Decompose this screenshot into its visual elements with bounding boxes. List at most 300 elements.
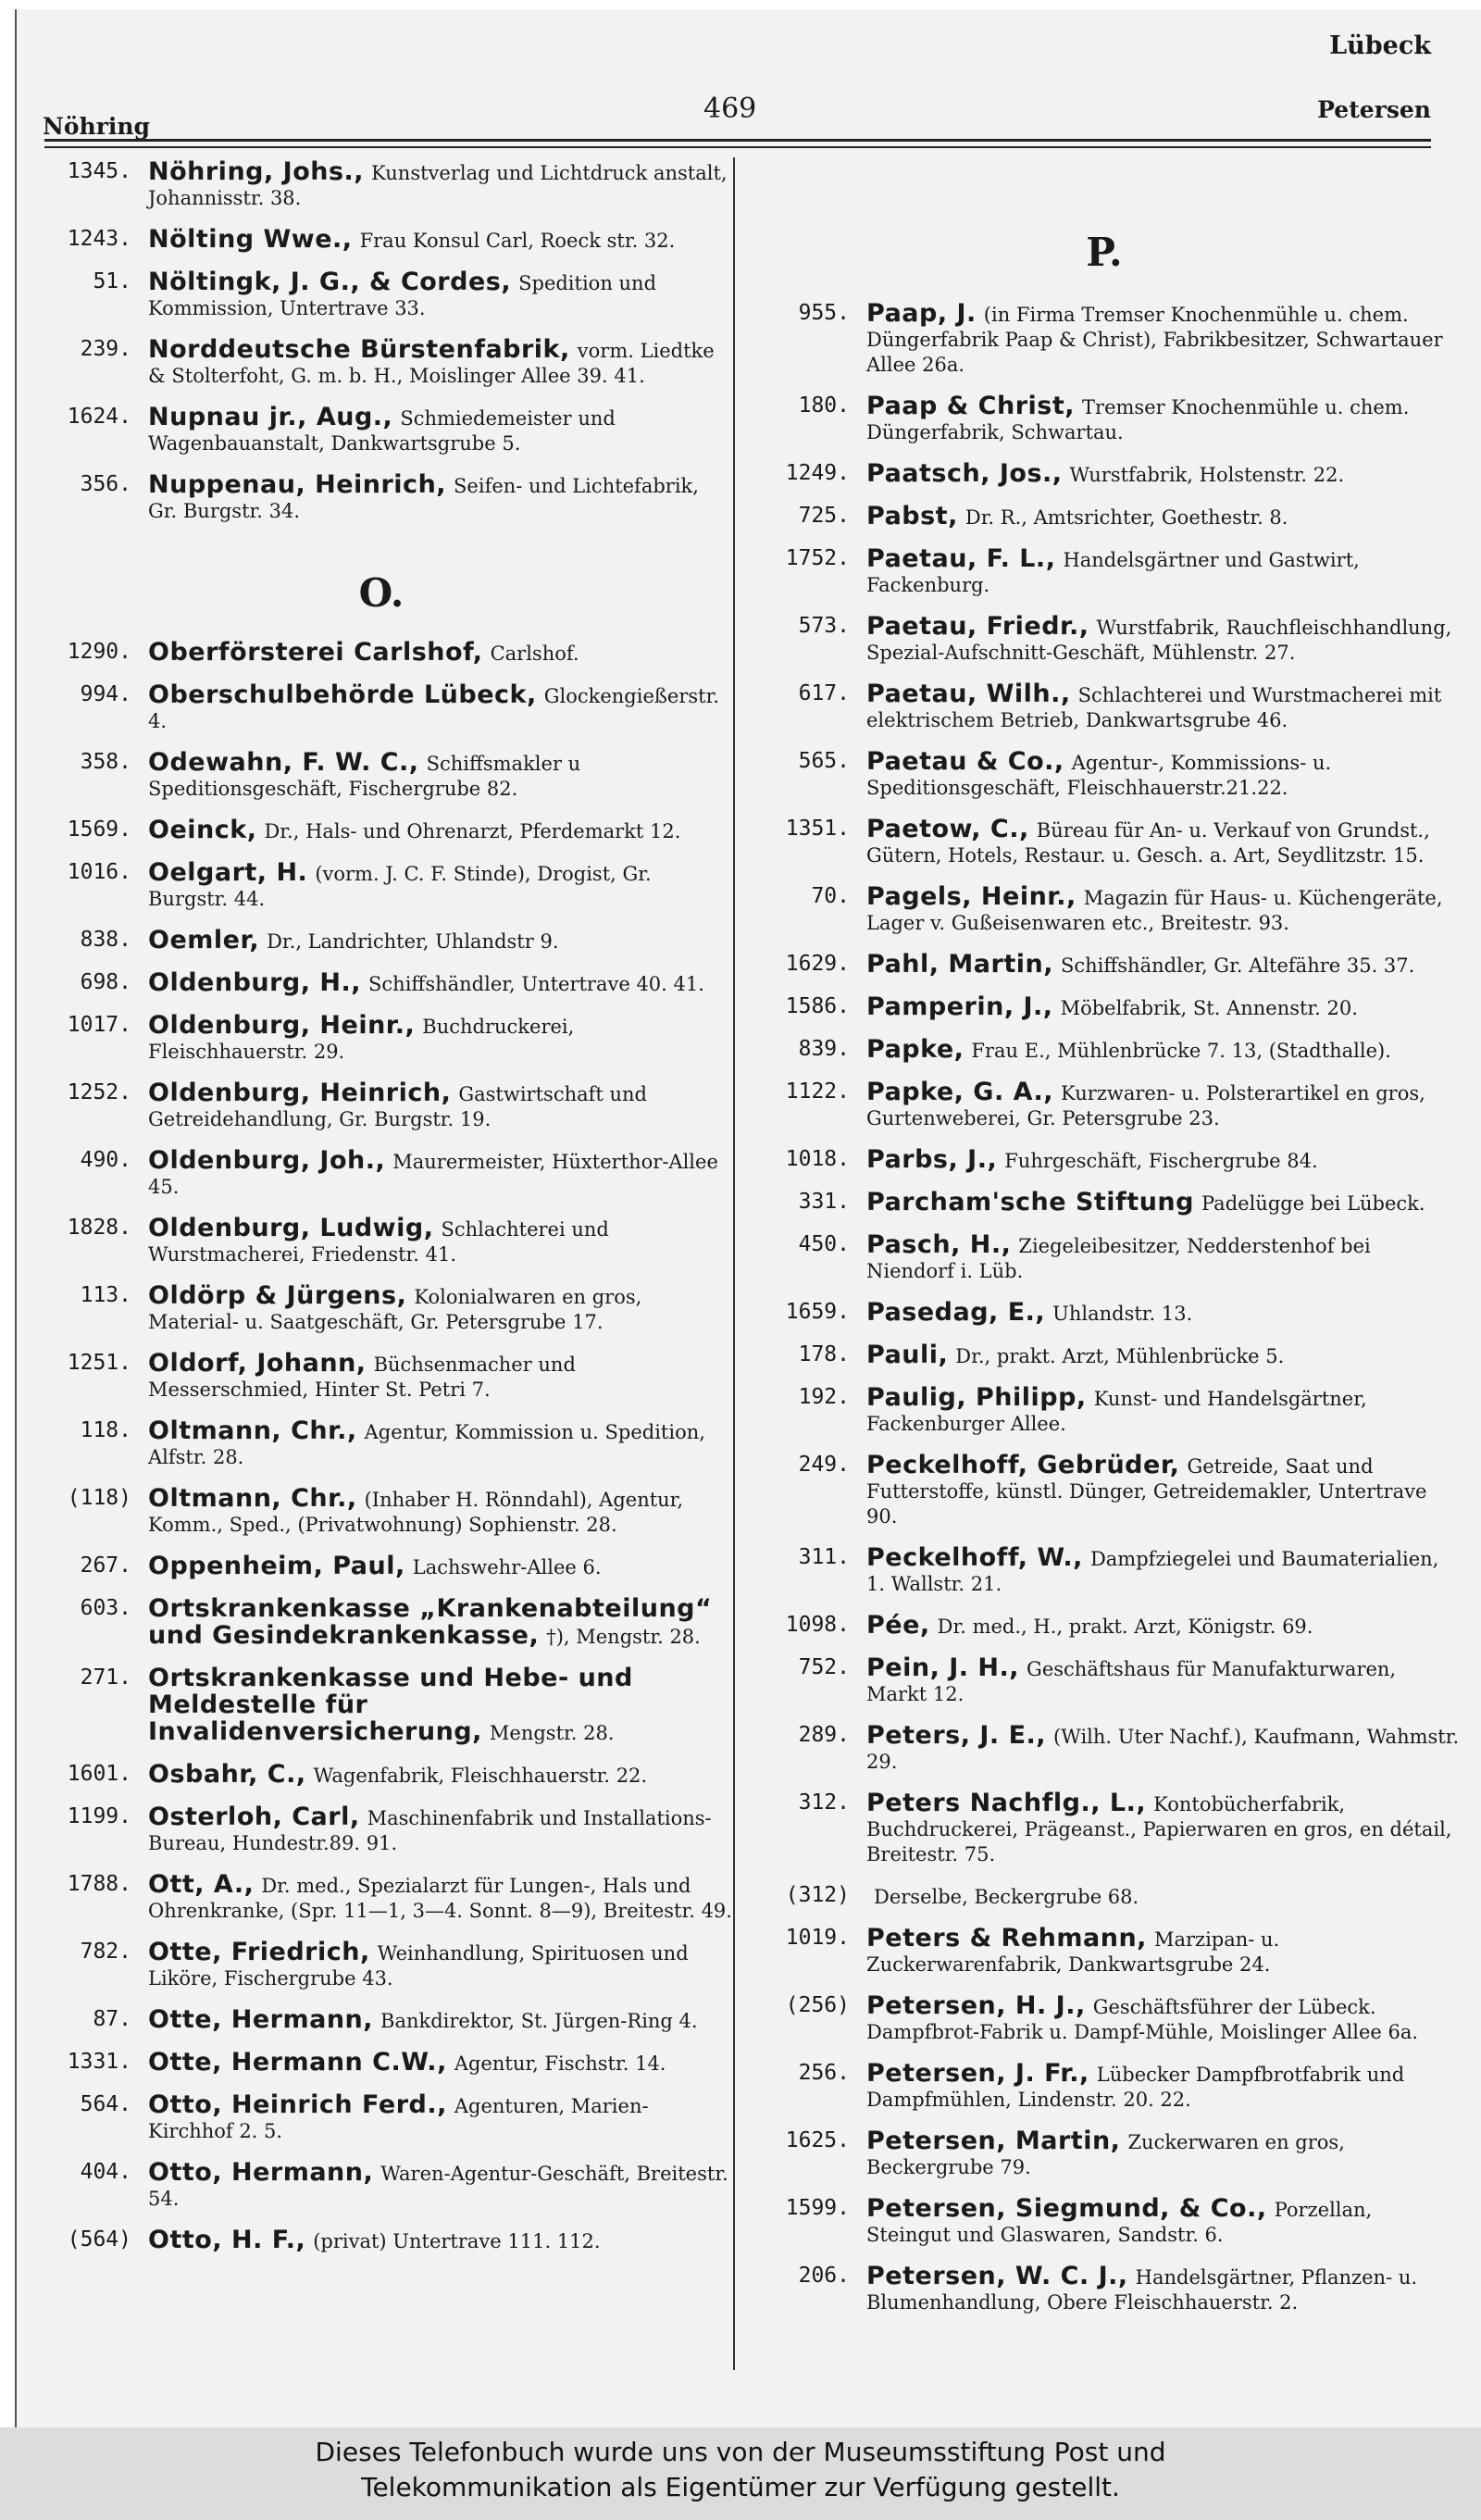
entry-body [148, 1351, 733, 1403]
entry-name: Peckelhoff, Gebrüder, [866, 1451, 1180, 1479]
entry-details: Carlshof. [490, 642, 579, 665]
directory-entry [30, 860, 733, 912]
entry-phone-number: 725. [798, 504, 850, 528]
entry-name: Peters Nachflg., L., [866, 1789, 1147, 1817]
entry-phone-number: 1629. [785, 952, 850, 976]
entry-details: Geschäftshaus für Manufakturwaren, Markt 12. [866, 1658, 1397, 1705]
entry-name: Oldörp & Jürgens, [148, 1281, 407, 1310]
entry-phone-number: 490. [80, 1148, 131, 1172]
directory-entry [748, 2128, 1461, 2180]
entry-name: Paetau, Wilh., [866, 680, 1071, 708]
entry-phone-number: 1098. [785, 1613, 850, 1637]
entry-body [866, 1037, 1461, 1064]
entry-phone-number: 192. [798, 1385, 850, 1409]
entry-details: Buchdruckerei, Fleischhauerstr. 29. [148, 1016, 575, 1063]
directory-entry [30, 1283, 733, 1335]
entry-body [148, 2007, 733, 2034]
entry-details: Schlachterei und Wurstmacherei mit elektrischem Betrieb, Dankwartsgrube 46. [866, 684, 1442, 731]
directory-entry [748, 749, 1461, 801]
entry-body [866, 1883, 1461, 1910]
directory-entry [30, 817, 733, 844]
entry-body [148, 337, 733, 389]
entry-details: Dr., Hals- und Ohrenarzt, Pferdemarkt 12. [264, 820, 681, 842]
entry-details: †), Mengstr. 28. [546, 1626, 701, 1648]
directory-entry [748, 884, 1461, 936]
entry-body [866, 1926, 1461, 1977]
entry-name: Odewahn, F. W. C., [148, 748, 419, 777]
entry-phone-number: 1243. [67, 227, 131, 251]
entry-details: Fuhrgeschäft, Fischergrube 84. [1004, 1150, 1318, 1172]
entry-details: Maurermeister, Hüxterthor-Allee 45. [148, 1151, 718, 1198]
entry-phone-number: (118) [67, 1486, 131, 1510]
entry-body [866, 749, 1461, 801]
entry-phone-number: 206. [798, 2264, 850, 2288]
directory-entry [30, 970, 733, 997]
directory-entry [30, 750, 733, 802]
entry-details: Frau E., Mühlenbrücke 7. 13, (Stadthalle). [971, 1040, 1391, 1062]
footer-line-1: Dieses Telefonbuch wurde uns von der Museumsstiftung Post und [315, 2437, 1166, 2467]
entry-details: Kolonialwaren en gros, Material- u. Saatgeschäft, Gr. Petersgrube 17. [148, 1286, 642, 1333]
entry-name: Pauli, [866, 1341, 949, 1369]
directory-entry [748, 1037, 1461, 1064]
entry-body [148, 1080, 733, 1132]
entry-name: Parbs, J., [866, 1145, 998, 1174]
entry-phone-number: 404. [80, 2160, 131, 2184]
entry-body [148, 472, 733, 524]
entry-body [148, 227, 733, 254]
directory-entry [748, 952, 1461, 979]
entry-name: Peters, J. E., [866, 1721, 1047, 1750]
entry-name: Petersen, Martin, [866, 2127, 1121, 2155]
entry-body [148, 159, 733, 211]
entry-phone-number: 1625. [785, 2128, 850, 2152]
column-divider [733, 157, 735, 2370]
entry-phone-number: 1624. [67, 405, 131, 429]
entry-name: Oldenburg, Joh., [148, 1146, 386, 1175]
entry-details: Kurzwaren- u. Polsterartikel en gros, Gurtenweberei, Gr. Petersgrube 23. [866, 1082, 1425, 1129]
entry-details: Handelsgärtner, Pflanzen- u. Blumenhandlung, Obere Fleischhauerstr. 2. [866, 2266, 1418, 2314]
entry-phone-number: 955. [798, 301, 850, 325]
entry-details: Wagenfabrik, Fleischhauerstr. 22. [313, 1765, 648, 1787]
entry-phone-number: 289. [798, 1723, 850, 1747]
entry-body [148, 1596, 733, 1650]
entry-details: Agentur, Fischstr. 14. [454, 2052, 666, 2075]
entry-details: Dr., Landrichter, Uhlandstr 9. [267, 930, 559, 953]
entry-name: Paatsch, Jos., [866, 459, 1063, 488]
entry-name: Pamperin, J., [866, 992, 1053, 1021]
directory-entry [748, 2061, 1461, 2113]
directory-entry [30, 1940, 733, 1991]
entry-name: Ott, A., [148, 1870, 255, 1899]
entry-name: Otte, Hermann, [148, 2005, 374, 2034]
entry-name: Petersen, W. C. J., [866, 2262, 1128, 2290]
entry-body [148, 2050, 733, 2077]
entry-body [866, 504, 1461, 530]
entry-details: Marzipan- u. Zuckerwarenfabrik, Dankwartsgrube 24. [866, 1928, 1280, 1976]
directory-entry [748, 1723, 1461, 1775]
entry-body [866, 1300, 1461, 1327]
entry-body [866, 994, 1461, 1021]
entry-name: Pasedag, E., [866, 1298, 1046, 1327]
directory-entry [30, 1486, 733, 1538]
entry-details: Agentur-, Kommissions- u. Speditionsgeschäft, Fleischhauerstr.21.22. [866, 752, 1332, 799]
entry-phone-number: 1659. [785, 1300, 850, 1324]
entries-p [748, 301, 1461, 2315]
entry-body [866, 1993, 1461, 2045]
entry-name: Pée, [866, 1611, 930, 1640]
directory-entry [748, 461, 1461, 488]
entry-details: Wurstfabrik, Holstenstr. 22. [1069, 464, 1345, 486]
entry-name: Oppenheim, Paul, [148, 1552, 405, 1580]
entry-details: vorm. Liedtke & Stolterfoht, G. m. b. H., Moislinger Allee 39. 41. [148, 340, 715, 387]
directory-entry [748, 1655, 1461, 1707]
entry-body [866, 681, 1461, 733]
entry-phone-number: 267. [80, 1553, 131, 1578]
entry-name: Osterloh, Carl, [148, 1803, 360, 1831]
entry-body [148, 682, 733, 734]
entry-name: Peters & Rehmann, [866, 1924, 1147, 1952]
directory-entry [748, 1232, 1461, 1284]
entry-body [866, 461, 1461, 488]
entry-body [866, 952, 1461, 979]
entry-phone-number: 1018. [785, 1147, 850, 1171]
entry-body [866, 1385, 1461, 1437]
entry-details: Lübecker Dampfbrotfabrik und Dampfmühlen, Lindenstr. 20. 22. [866, 2064, 1405, 2111]
section-heading-o: O. [358, 570, 404, 616]
directory-entry [30, 1351, 733, 1403]
entry-phone-number: 1828. [67, 1216, 131, 1240]
entry-name: Nöhring, Johs., [148, 157, 365, 186]
entry-phone-number: 573. [798, 614, 850, 638]
section-heading-p: P. [1086, 230, 1123, 275]
entry-name: Petersen, J. Fr., [866, 2059, 1089, 2088]
entry-details: Maschinenfabrik und Installations-Bureau, Hundestr.89. 91. [148, 1807, 712, 1854]
entry-phone-number: 1019. [785, 1926, 850, 1950]
directory-entry [748, 1883, 1461, 1910]
entry-name: Pasch, H., [866, 1230, 1012, 1259]
entry-details: Zuckerwaren en gros, Beckergrube 79. [866, 2131, 1345, 2178]
entry-body [148, 970, 733, 997]
directory-entry [748, 2196, 1461, 2248]
entry-body [866, 1723, 1461, 1775]
entry-phone-number: 1122. [785, 1079, 850, 1104]
entry-body [148, 1804, 733, 1856]
entry-phone-number: 178. [798, 1342, 850, 1366]
entry-details: Seifen- und Lichtefabrik, Gr. Burgstr. 34. [148, 475, 699, 522]
entry-phone-number: 1752. [785, 546, 850, 570]
entry-name: Papke, G. A., [866, 1078, 1054, 1106]
entry-name: Osbahr, C., [148, 1760, 306, 1789]
entry-details: Lachswehr-Allee 6. [412, 1556, 602, 1578]
entry-name: Paap, J. [866, 299, 977, 328]
entry-body [148, 817, 733, 844]
entry-details: (Inhaber H. Rönndahl), Agentur, Komm., Sped., (Privatwohnung) Sophienstr. 28. [148, 1489, 684, 1536]
entry-body [148, 750, 733, 802]
entry-name: Pein, J. H., [866, 1653, 1020, 1682]
directory-entry [30, 472, 733, 524]
directory-entry [748, 1545, 1461, 1597]
entry-phone-number: 839. [798, 1037, 850, 1061]
entry-details: Spedition und Kommission, Untertrave 33. [148, 272, 657, 319]
entry-details: Dr., prakt. Arzt, Mühlenbrücke 5. [955, 1345, 1285, 1367]
directory-entry [30, 227, 733, 254]
entry-name: Peckelhoff, W., [866, 1543, 1083, 1572]
page-number: 469 [703, 93, 757, 125]
directory-entry [748, 1300, 1461, 1327]
entry-body [866, 1147, 1461, 1174]
entry-body [148, 2227, 733, 2254]
entry-details: Kunst- und Handelsgärtner, Fackenburger Allee. [866, 1388, 1367, 1435]
entry-body [148, 1148, 733, 1200]
entry-details: Dr. R., Amtsrichter, Goethestr. 8. [965, 506, 1288, 529]
entry-name: Paetau & Co., [866, 747, 1064, 776]
directory-entry [30, 269, 733, 321]
directory-entry [30, 2007, 733, 2034]
entry-body [148, 1013, 733, 1065]
entry-name: Oltmann, Chr., [148, 1484, 357, 1513]
entry-phone-number: 311. [798, 1545, 850, 1569]
directory-entry [748, 1453, 1461, 1529]
entry-details: (Wilh. Uter Nachf.), Kaufmann, Wahmstr. 29. [866, 1726, 1460, 1773]
entry-details: Waren-Agentur-Geschäft, Breitestr. 54. [148, 2163, 728, 2210]
left-column [30, 159, 733, 2270]
directory-entry [748, 2264, 1461, 2315]
entry-body [148, 1940, 733, 1991]
entry-name: Pahl, Martin, [866, 950, 1053, 979]
entry-details: Dr. med., Spezialarzt für Lungen-, Hals und Ohrenkranke, (Spr. 11—1, 3—4. Sonnt. 8—9), Breitestr. 49. [148, 1875, 732, 1922]
entries-before-o [30, 159, 733, 524]
entry-body [148, 269, 733, 321]
entry-details: Padelügge bei Lübeck. [1201, 1192, 1425, 1215]
entry-body [148, 1418, 733, 1470]
directory-entry [30, 2050, 733, 2077]
entry-body [148, 1872, 733, 1924]
directory-entry [30, 1013, 733, 1065]
directory-entry [748, 817, 1461, 868]
entry-name: Paetau, Friedr., [866, 612, 1089, 641]
entry-details: Agentur, Kommission u. Spedition, Alfstr. 28. [148, 1421, 705, 1468]
entry-name: Paulig, Philipp, [866, 1383, 1087, 1412]
entry-body [148, 1553, 733, 1580]
entry-phone-number: 1345. [67, 159, 131, 183]
entry-details: Geschäftsführer der Lübeck. Dampfbrot-Fabrik u. Dampf-Mühle, Moislinger Allee 6a. [866, 1996, 1419, 2043]
entry-name: Oltmann, Chr., [148, 1416, 357, 1445]
entry-body [866, 1453, 1461, 1529]
entry-name: Oldenburg, Heinrich, [148, 1079, 452, 1107]
directory-entry [30, 1418, 733, 1470]
entry-name: Nuppenau, Heinrich, [148, 470, 447, 499]
footer-notice [0, 2427, 1481, 2520]
entry-details: Handelsgärtner und Gastwirt, Fackenburg. [866, 549, 1360, 596]
entry-body [866, 1545, 1461, 1597]
entry-phone-number: 1586. [785, 994, 850, 1018]
entry-name: Ortskrankenkasse und Hebe- und Meldestelle für Invalidenversicherung, [148, 1664, 633, 1746]
directory-entry [30, 2227, 733, 2254]
directory-entry [748, 681, 1461, 733]
footer-line-2: Telekommunikation als Eigentümer zur Verfügung gestellt. [361, 2472, 1120, 2502]
entry-name: Oldenburg, H., [148, 968, 362, 997]
directory-entry [30, 1080, 733, 1132]
entry-phone-number: 603. [80, 1596, 131, 1620]
directory-entry [30, 1665, 733, 1746]
entry-phone-number: 331. [798, 1190, 850, 1214]
entry-phone-number: 617. [798, 681, 850, 705]
directory-entry [748, 994, 1461, 1021]
entry-name: Otto, H. F., [148, 2226, 306, 2254]
entry-name: Petersen, Siegmund, & Co., [866, 2194, 1267, 2223]
entry-phone-number: 1017. [67, 1013, 131, 1037]
entry-phone-number: 752. [798, 1655, 850, 1679]
entry-name: Oberförsterei Carlshof, [148, 638, 483, 667]
entry-details: Wurstfabrik, Rauchfleischhandlung, Spezial-Aufschnitt-Geschäft, Mühlenstr. 27. [866, 617, 1452, 664]
entry-name: Papke, [866, 1035, 965, 1064]
entry-name: Pabst, [866, 502, 958, 530]
entry-details: Gastwirtschaft und Getreidehandlung, Gr. Burgstr. 19. [148, 1083, 648, 1130]
entry-name: Oeinck, [148, 816, 257, 844]
entry-phone-number: (312) [785, 1883, 850, 1907]
header-right-word: Petersen [1317, 96, 1431, 123]
entry-body [148, 1762, 733, 1789]
entry-name: Pagels, Heinr., [866, 882, 1077, 911]
entry-body [866, 817, 1461, 868]
entry-details: Schmiedemeister und Wagenbauanstalt, Dankwartsgrube 5. [148, 407, 616, 455]
entry-body [148, 2092, 733, 2144]
entry-body [148, 2160, 733, 2212]
entry-body [866, 1232, 1461, 1284]
directory-entry [30, 2160, 733, 2212]
entry-details: Schiffsmakler u Speditionsgeschäft, Fischergrube 82. [148, 753, 581, 800]
entry-body [866, 546, 1461, 598]
directory-entry [30, 405, 733, 456]
entry-body [866, 2264, 1461, 2315]
entry-details: Kontobücherfabrik, Buchdruckerei, Prägeanst., Papierwaren en gros, en détail, Breitestr. 75. [866, 1793, 1452, 1865]
entry-name: Oldorf, Johann, [148, 1349, 367, 1378]
entry-body [866, 2128, 1461, 2180]
entry-phone-number: 994. [80, 682, 131, 706]
directory-entry [748, 1190, 1461, 1216]
entry-phone-number: 70. [811, 884, 850, 908]
directory-entry [30, 928, 733, 954]
entry-phone-number: 1249. [785, 461, 850, 485]
entry-phone-number: 565. [798, 749, 850, 773]
directory-entry [748, 1147, 1461, 1174]
right-column [748, 159, 1461, 2331]
directory-entry [30, 1148, 733, 1200]
directory-entry [30, 1762, 733, 1789]
directory-entry [748, 393, 1461, 445]
entry-name: Parcham'sche Stiftung [866, 1188, 1194, 1216]
entry-phone-number: 1016. [67, 860, 131, 884]
entry-details: Schiffshändler, Gr. Altefähre 35. 37. [1060, 954, 1415, 977]
entry-phone-number: 51. [93, 269, 131, 293]
entry-body [866, 2196, 1461, 2248]
directory-entry [30, 682, 733, 734]
entry-body [866, 1190, 1461, 1216]
entry-body [148, 1486, 733, 1538]
entry-phone-number: 256. [798, 2061, 850, 2085]
entry-name: Otto, Heinrich Ferd., [148, 2090, 447, 2119]
entry-phone-number: 113. [80, 1283, 131, 1307]
entry-name: Oemler, [148, 926, 260, 954]
directory-entry [30, 1216, 733, 1267]
entry-details: Uhlandstr. 13. [1052, 1303, 1193, 1325]
entry-phone-number: (564) [67, 2227, 131, 2252]
entry-phone-number: 249. [798, 1453, 850, 1477]
entry-name: Otte, Friedrich, [148, 1938, 370, 1966]
entry-details: (in Firma Tremser Knochenmühle u. chem. Düngerfabrik Paap & Christ), Fabrikbesitzer, Schwartauer Allee 26a. [866, 304, 1443, 376]
entry-details: Tremser Knochenmühle u. chem. Düngerfabrik, Schwartau. [866, 396, 1410, 443]
entry-phone-number: 698. [80, 970, 131, 994]
directory-entry [30, 1804, 733, 1856]
entry-details: (privat) Untertrave 111. 112. [313, 2230, 601, 2252]
directory-entry [30, 2092, 733, 2144]
entry-phone-number: 271. [80, 1665, 131, 1690]
entry-phone-number: 782. [80, 1940, 131, 1964]
entry-details: Dampfziegelei und Baumaterialien, 1. Wallstr. 21. [866, 1548, 1439, 1595]
entry-phone-number: 1351. [785, 817, 850, 841]
entry-body [866, 301, 1461, 378]
entry-body [148, 405, 733, 456]
entry-name: Nölting Wwe., [148, 225, 353, 254]
entry-phone-number: (256) [785, 1993, 850, 2017]
directory-page [15, 9, 1481, 2427]
directory-entry [748, 546, 1461, 598]
entry-body [866, 1613, 1461, 1640]
entry-phone-number: 1199. [67, 1804, 131, 1828]
directory-entry [748, 1993, 1461, 2045]
entry-phone-number: 1331. [67, 2050, 131, 2074]
entry-details: Büreau für An- u. Verkauf von Grundst., Gütern, Hotels, Restaur. u. Gesch. a. Art, Seydlitzstr. 15. [866, 819, 1430, 867]
directory-entry [748, 614, 1461, 666]
entry-name: Paetau, F. L., [866, 544, 1056, 573]
entry-phone-number: 358. [80, 750, 131, 774]
entry-name: Norddeutsche Bürstenfabrik, [148, 335, 570, 364]
entry-body [866, 1079, 1461, 1131]
entry-phone-number: 1599. [785, 2196, 850, 2220]
header-rule [44, 139, 1431, 142]
directory-entry [748, 1613, 1461, 1640]
entry-name: Petersen, H. J., [866, 1991, 1086, 2020]
directory-entry [748, 1790, 1461, 1867]
entry-details: Schiffshändler, Untertrave 40. 41. [368, 973, 704, 995]
directory-entry [30, 1553, 733, 1580]
entry-body [148, 1665, 733, 1746]
directory-entry [30, 1872, 733, 1924]
entry-details: Weinhandlung, Spirituosen und Liköre, Fischergrube 43. [148, 1942, 689, 1990]
entry-body [148, 860, 733, 912]
directory-entry [748, 1342, 1461, 1369]
entry-details: Kunstverlag und Lichtdruck anstalt, Johannisstr. 38. [148, 162, 728, 209]
entry-name: Ortskrankenkasse „Krankenabteilung“ und Gesindekrankenkasse, [148, 1594, 713, 1650]
entry-details: Ziegeleibesitzer, Nedderstenhof bei Niendorf i. Lüb. [866, 1235, 1371, 1282]
directory-entry [748, 1385, 1461, 1437]
entry-body [148, 1216, 733, 1267]
entry-name: Paetow, C., [866, 815, 1029, 843]
entry-name: Otte, Hermann C.W., [148, 2048, 447, 2077]
entry-name: Otto, Hermann, [148, 2158, 374, 2187]
entry-phone-number: 1290. [67, 640, 131, 664]
directory-entry [748, 1926, 1461, 1977]
entry-body [866, 884, 1461, 936]
entry-body [866, 1655, 1461, 1707]
entry-phone-number: 1601. [67, 1762, 131, 1786]
entry-details: Büchsenmacher und Messerschmied, Hinter St. Petri 7. [148, 1354, 576, 1401]
entry-details: Schlachterei und Wurstmacherei, Friedenstr. 41. [148, 1218, 609, 1266]
entry-name: Oelgart, H. [148, 858, 308, 887]
entry-phone-number: 1252. [67, 1080, 131, 1104]
entry-details: Agenturen, Marien-Kirchhof 2. 5. [148, 2095, 649, 2142]
entry-name: Oldenburg, Heinr., [148, 1011, 416, 1040]
